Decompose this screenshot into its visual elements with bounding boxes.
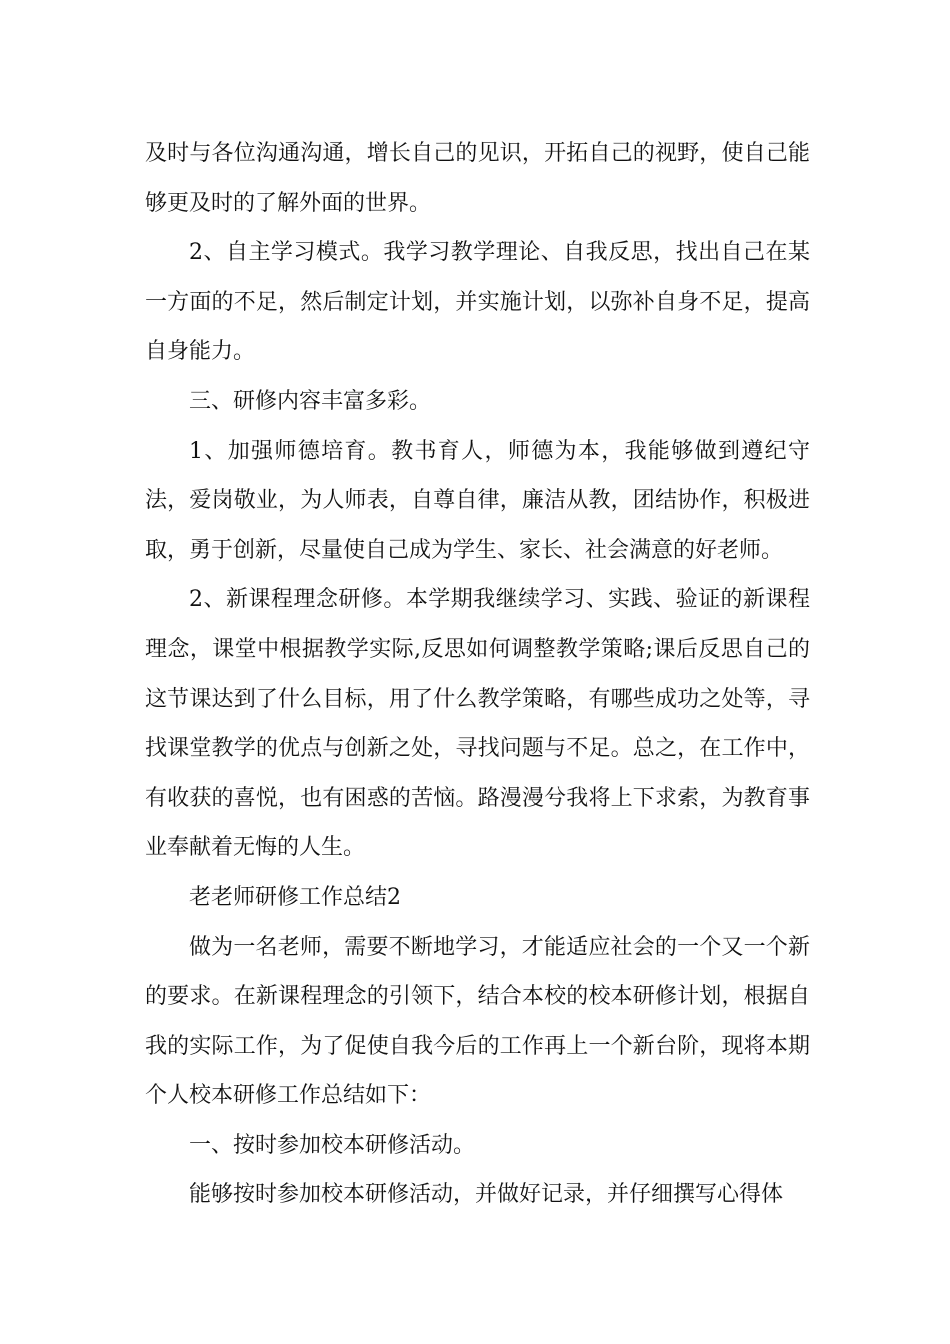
section-heading-3: 三、研修内容丰富多彩。 [189,388,432,414]
paragraph-new-curriculum: 2、新课程理念研修。本学期我继续学习、实践、验证的新课程理念，课堂中根据教学实际,反思如何调整教学策略;课后反思自己的这节课达到了什么目标，用了什么教学策略，有哪些成功之处等，寻找课堂教学的优点与创新之处，寻找问题与不足。总之，在工作中，有收获的喜悦，也有困惑的苦恼。路漫漫兮我将上下求索，为教育事业奉献着无悔的人生。 [145,587,810,861]
paragraph-self-study: 2、自主学习模式。我学习教学理论、自我反思，找出自己在某一方面的不足，然后制定计划，并实施计划，以弥补自身不足，提高自身能力。 [145,240,810,365]
document-body [145,129,810,1220]
paragraph-ethics: 1、加强师德培育。教书育人，师德为本，我能够做到遵纪守法，爱岗敬业，为人师表，自尊自律，廉洁从教，团结协作，积极进取，勇于创新，尽量使自己成为学生、家长、社会满意的好老师。 [145,438,810,563]
section-heading-1: 一、按时参加校本研修活动。 [189,1132,476,1158]
document-subtitle: 老老师研修工作总结2 [189,884,401,910]
paragraph-attendance: 能够按时参加校本研修活动，并做好记录，并仔细撰写心得体 [189,1182,784,1208]
paragraph-continuation: 及时与各位沟通沟通，增长自己的见识，开拓自己的视野，使自己能够更及时的了解外面的世界。 [145,141,810,216]
paragraph-intro: 做为一名老师，需要不断地学习，才能适应社会的一个又一个新的要求。在新课程理念的引领下，结合本校的校本研修计划，根据自我的实际工作，为了促使自我今后的工作再上一个新台阶，现将本期个人校本研修工作总结如下： [145,934,810,1109]
